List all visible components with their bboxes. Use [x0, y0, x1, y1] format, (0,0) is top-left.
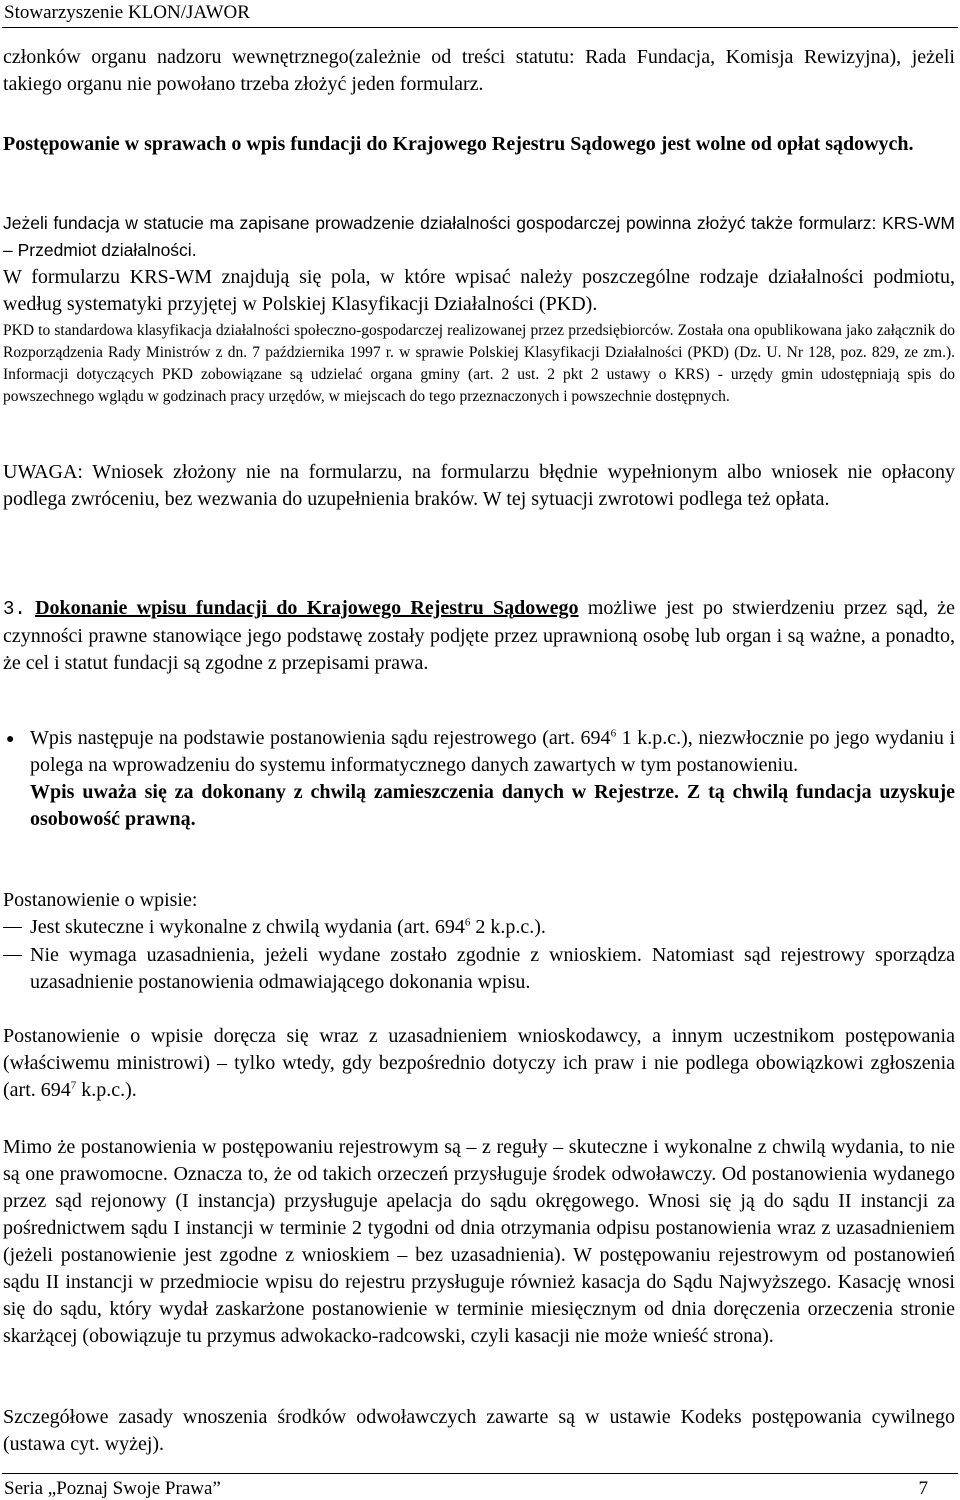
bullet-text-b: 1 k.p.c.), niezwłocznie po jego wydaniu i polega na wprowadzeniu do systemu informatycznego danych zawartych w tym postanowieniu. [30, 727, 955, 776]
dash-icon [3, 927, 22, 928]
header-org: Stowarzyszenie KLON/JAWOR [4, 2, 250, 23]
page-number: 7 [918, 1478, 928, 1499]
bullet-item-wpis [30, 725, 955, 833]
bullet-icon: ● [6, 732, 15, 747]
superscript: 6 [610, 727, 617, 740]
page-header [2, 0, 958, 28]
paragraph-formularz-krs-wm: W formularzu KRS-WM znajdują się pola, w które wpisać należy poszczególne rodzaje działalności podmiotu, według systematyki przyjętej w Polskiej Klasyfikacji Działalności (PKD). [3, 266, 955, 315]
superscript: 6 [464, 916, 471, 929]
postanowienie-item-1 [30, 914, 955, 941]
paragraph-organ-nadzoru: członków organu nadzoru wewnętrznego(zależnie od treści statutu: Rada Fundacja, Komisja Rewizyjna), jeżeli takiego organu nie powołano trzeba złożyć jeden formularz. [3, 46, 955, 95]
section-number: 3. [3, 598, 26, 620]
item1-text-b: 2 k.p.c.). [470, 916, 546, 938]
item1-text-a: Jest skuteczne i wykonalne z chwilą wydania (art. 694 [30, 916, 465, 938]
paragraph-kpc: Szczegółowe zasady wnoszenia środków odwoławczych zawarte są w ustawie Kodeks postępowania cywilnego (ustawa cyt. wyżej). [3, 1406, 955, 1455]
section-text: możliwe jest po stwierdzeniu przez sąd, że czynności prawne stanowiące jego podstawę zostały podjęte przez uprawnioną osobę lub organ i są ważne, a ponadto, że cel i statut fundacji są zgodne z przepisami prawa. [3, 597, 955, 674]
section-title: Dokonanie wpisu fundacji do Krajowego Rejestru Sądowego [35, 597, 579, 619]
paragraph-uwaga: UWAGA: Wniosek złożony nie na formularzu, na formularzu błędnie wypełnionym albo wniosek nie opłacony podlega zwróceniu, bez wezwania do uzupełnienia braków. W tej sytuacji zwrotowi podlega też opłata. [3, 461, 955, 510]
postanowienie-heading: Postanowienie o wpisie: [3, 889, 198, 911]
paragraph-oplaty: Postępowanie w sprawach o wpis fundacji do Krajowego Rejestru Sądowego jest wolne od opłat sądowych. [3, 133, 914, 155]
paragraph-pkd: PKD to standardowa klasyfikacja działalności społeczno-gospodarczej realizowanej przez przedsiębiorców. Została ona opublikowana jako załącznik do Rozporządzenia Rady Ministrów z dn. 7 października 1997 r. w sprawie Polskiej Klasyfikacji Działalności (PKD) (Dz. U. Nr 128, poz. 829, ze zm.). Informacji dotyczących PKD zobowiązane są udzielać organa gminy (art. 2 ust. 2 pkt 2 ustawy o KRS) - urzędy gmin udostępniają spis do powszechnego wglądu w godzinach pracy urzędów, w miejscach do tego przeznaczonych i powszechnie dostępnych. [3, 322, 955, 405]
footer-series: Seria „Poznaj Swoje Prawa” [4, 1478, 221, 1499]
paragraph-doreczenie [3, 1023, 955, 1104]
paragraph-krs-wm: Jeżeli fundacja w statucie ma zapisane prowadzenie działalności gospodarczej powinna złożyć także formularz: KRS-WM – Przedmiot działalności. [3, 213, 955, 260]
dash-icon [3, 955, 22, 956]
superscript: 7 [70, 1079, 77, 1092]
page-footer [2, 1473, 958, 1500]
bullet-text-a: Wpis następuje na podstawie postanowienia sądu rejestrowego (art. 694 [30, 727, 611, 749]
p7-text-a: Postanowienie o wpisie doręcza się wraz z uzasadnieniem wnioskodawcy, a innym uczestnikom postępowania (właściwemu ministrowi) – tylko wtedy, gdy bezpośrednio dotyczy ich praw i nie podlega obowiązkowi zgłoszenia (art. 694 [3, 1025, 955, 1101]
paragraph-srodki-odwolawcze: Mimo że postanowienia w postępowaniu rejestrowym są – z reguły – skuteczne i wykonalne z chwilą wydania, to nie są one prawomocne. Oznacza to, że od takich orzeczeń przysługuje środek odwoławczy. Od postanowienia wydanego przez sąd rejonowy (I instancja) przysługuje apelacja do sądu okręgowego. Wnosi się ją do sądu II instancji za pośrednictwem sądu I instancji w terminie 2 tygodni od dnia otrzymania odpisu postanowienia wraz z uzasadnieniem (jeżeli postanowienie jest zgodne z wnioskiem – bez uzasadnienia). W postępowaniu rejestrowym od postanowień sądu II instancji w przedmiocie wpisu do rejestru przysługuje również kasacja do Sądu Najwyższego. Kasację wnosi się do sądu, który wydał zaskarżone postanowienie w terminie miesięcznym od dnia doręczenia orzeczenia stronie skarżącej (obowiązuje tu przymus adwokacko-radcowski, czyli kasacji nie może wnieść strona). [3, 1136, 955, 1347]
postanowienie-item-2: Nie wymaga uzasadnienia, jeżeli wydane zostało zgodnie z wnioskiem. Natomiast sąd rejestrowy sporządza uzasadnienie postanowienia odmawiającego dokonania wpisu. [30, 944, 955, 993]
p7-text-b: k.p.c.). [76, 1079, 137, 1101]
bullet-bold-text: Wpis uważa się za dokonany z chwilą zamieszczenia danych w Rejestrze. Z tą chwilą fundacja uzyskuje osobowość prawną. [30, 781, 955, 830]
section-3 [3, 595, 955, 677]
